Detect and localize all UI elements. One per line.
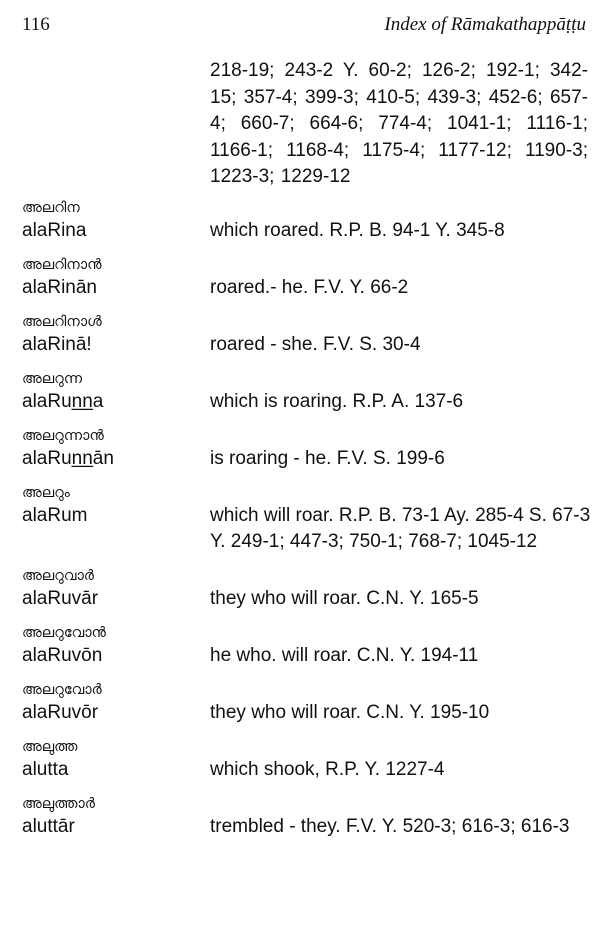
index-entry — [22, 312, 592, 358]
gloss: roared - she. F.V. S. 30-4 — [210, 334, 421, 355]
gloss: which will roar. R.P. B. 73-1 Ay. 285-4 S. 67-3 Y. 249-1; 447-3; 750-1; 768-7; 1045-12 — [210, 505, 591, 552]
transliteration: alaRuvōn — [22, 645, 103, 666]
index-entry — [22, 623, 592, 669]
malayalam-headword: അലുത്താർ — [22, 796, 95, 812]
malayalam-headword: അലറിനാൾ — [22, 314, 102, 330]
malayalam-headword: അലറും — [22, 485, 70, 501]
transliteration: alaRuvōr — [22, 702, 99, 723]
gloss: he who. will roar. C.N. Y. 194-11 — [210, 645, 479, 666]
index-entry — [22, 426, 592, 472]
malayalam-headword: അലറുവോൻ — [22, 625, 106, 641]
transliteration: alaRum — [22, 505, 88, 526]
gloss: which is roaring. R.P. A. 137-6 — [210, 391, 464, 412]
index-entry — [22, 680, 592, 726]
index-entry — [22, 794, 592, 840]
index-entries — [22, 198, 592, 851]
transliteration: aluttār — [22, 816, 75, 837]
malayalam-headword: അലറുന്നാൻ — [22, 428, 104, 444]
gloss: trembled - they. F.V. Y. 520-3; 616-3; 616-3 — [210, 816, 570, 837]
page-number: 116 — [22, 14, 50, 35]
index-entry — [22, 198, 592, 244]
index-entry — [22, 255, 592, 301]
index-entry — [22, 369, 592, 415]
transliteration: alaRinā! — [22, 334, 92, 355]
index-entry — [22, 566, 592, 612]
transliteration: alaRinān — [22, 277, 97, 298]
malayalam-headword: അലറുവാർ — [22, 568, 94, 584]
malayalam-headword: അലറിനാൻ — [22, 257, 102, 273]
malayalam-headword: അലറിന — [22, 200, 80, 216]
continued-references: 218-19; 243-2 Y. 60-2; 126-2; 192-1; 342-15; 357-4; 399-3; 410-5; 439-3; 452-6; 657-4; 660-7; 664-6; 774-4; 1041-1; 1116-1; 1166-1; 1168-4; 1175-4; 1177-12; 1190-3; 1223-3; 1229-12 — [210, 60, 588, 187]
malayalam-headword: അലറുന്ന — [22, 371, 83, 387]
transliteration: alaRun̲n̲a — [22, 391, 104, 412]
gloss: they who will roar. C.N. Y. 195-10 — [210, 702, 490, 723]
gloss: which roared. R.P. B. 94-1 Y. 345-8 — [210, 220, 505, 241]
gloss: they who will roar. C.N. Y. 165-5 — [210, 588, 479, 609]
index-entry — [22, 483, 592, 555]
transliteration: alaRun̲n̲ān — [22, 448, 114, 469]
index-entry — [22, 737, 592, 783]
malayalam-headword: അലറുവോർ — [22, 682, 102, 698]
running-header: Index of Rāmakathappāṭṭu — [384, 14, 586, 35]
gloss: is roaring - he. F.V. S. 199-6 — [210, 448, 445, 469]
transliteration: alutta — [22, 759, 69, 780]
gloss: which shook, R.P. Y. 1227-4 — [210, 759, 445, 780]
transliteration: alaRuvār — [22, 588, 99, 609]
transliteration: alaRina — [22, 220, 87, 241]
gloss: roared.- he. F.V. Y. 66-2 — [210, 277, 409, 298]
malayalam-headword: അലുത്ത — [22, 739, 78, 755]
